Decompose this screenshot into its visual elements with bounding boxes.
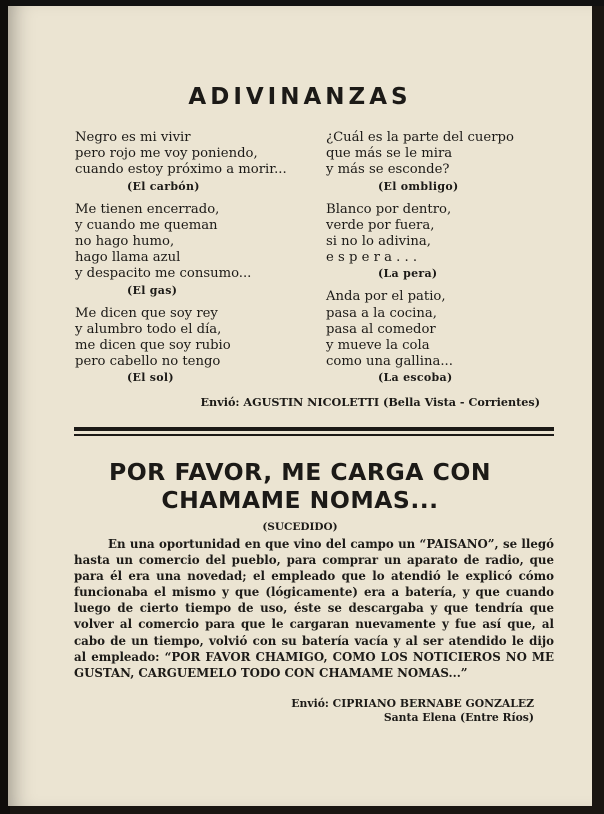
- riddle-answer: (La escoba): [378, 371, 453, 385]
- riddle-line: cuando estoy próximo a morir...: [75, 162, 287, 178]
- riddle-line: pasa al comedor: [326, 321, 436, 337]
- riddle-line: Me dicen que soy rey: [75, 305, 218, 321]
- riddle-line: Blanco por dentro,: [326, 201, 452, 217]
- riddle-line: hago llama azul: [75, 250, 181, 266]
- story-credit-name: Envió: CIPRIANO BERNABE GONZALEZ: [291, 697, 534, 710]
- riddle-line: y más se esconde?: [326, 162, 450, 178]
- section-divider-thin: [74, 434, 554, 436]
- riddle-line: y alumbro todo el día,: [75, 321, 222, 337]
- section-divider-thick: [74, 427, 554, 431]
- riddles-right-column: [326, 130, 556, 393]
- riddle-line: verde por fuera,: [326, 217, 435, 233]
- riddle-line: Me tienen encerrado,: [75, 201, 220, 217]
- story-credit: [291, 697, 534, 725]
- story-headline-line: CHAMAME NOMAS...: [161, 486, 439, 514]
- riddle-answer: (La pera): [378, 267, 438, 281]
- story-headline: [8, 458, 592, 514]
- riddles-left-column: [75, 130, 305, 393]
- riddle-line: Anda por el patio,: [326, 289, 446, 305]
- riddle-line: e s p e r a . . .: [326, 250, 418, 266]
- riddle-line: y despacito me consumo...: [75, 266, 252, 282]
- riddle-answer: (El carbón): [127, 179, 200, 193]
- riddle: [326, 130, 556, 194]
- riddle-line: pero rojo me voy poniendo,: [75, 146, 258, 162]
- riddle: [75, 306, 305, 386]
- riddles-title: ADIVINANZAS: [188, 84, 412, 110]
- riddle-line: pasa a la cocina,: [326, 305, 437, 321]
- riddle-line: y mueve la cola: [326, 338, 430, 354]
- riddle-answer: (El ombligo): [378, 179, 459, 193]
- story-subtitle: (SUCEDIDO): [262, 521, 338, 533]
- riddle-line: y cuando me queman: [75, 217, 218, 233]
- riddles-credit: Envió: AGUSTIN NICOLETTI (Bella Vista - Corrientes): [200, 395, 540, 409]
- story-body: En una oportunidad en que vino del campo un “PAISANO”, se llegó hasta un comercio del pueblo, para comprar un aparato de radio, que para él era una novedad; el empleado que lo atendió le explicó cómo funcionaba el mismo y que (lógicamente) era a batería, y que cuando luego de cierto tiempo de uso, éste se descargaba y que tendría que volver al comercio para que le cargaran nuevamente y fue así que, al cabo de un tiempo, volvió con su batería vacía y al ser atendido le dijo al empleado: “POR FAVOR CHAMIGO, COMO LOS NOTICIEROS NO ME GUSTAN, CARGUEMELO TODO CON CHAMAME NOMAS...”: [74, 537, 554, 680]
- riddle: [326, 289, 556, 385]
- riddle-line: si no lo adivina,: [326, 234, 431, 250]
- story-headline-line: POR FAVOR, ME CARGA CON: [108, 458, 491, 486]
- riddle-line: como una gallina...: [326, 354, 453, 370]
- riddle-line: que más se le mira: [326, 146, 453, 162]
- magazine-page: [8, 6, 592, 806]
- story-credit-place: Santa Elena (Entre Ríos): [383, 711, 534, 724]
- riddle-line: me dicen que soy rubio: [75, 338, 231, 354]
- riddle-line: Negro es mi vivir: [75, 130, 191, 145]
- riddle-answer: (El sol): [127, 371, 174, 385]
- riddle-line: ¿Cuál es la parte del cuerpo: [326, 130, 514, 145]
- riddle-line: no hago humo,: [75, 234, 175, 250]
- riddle: [326, 202, 556, 282]
- riddle: [75, 202, 305, 298]
- riddle-line: pero cabello no tengo: [75, 354, 221, 370]
- riddle-answer: (El gas): [127, 283, 178, 297]
- riddle: [75, 130, 305, 194]
